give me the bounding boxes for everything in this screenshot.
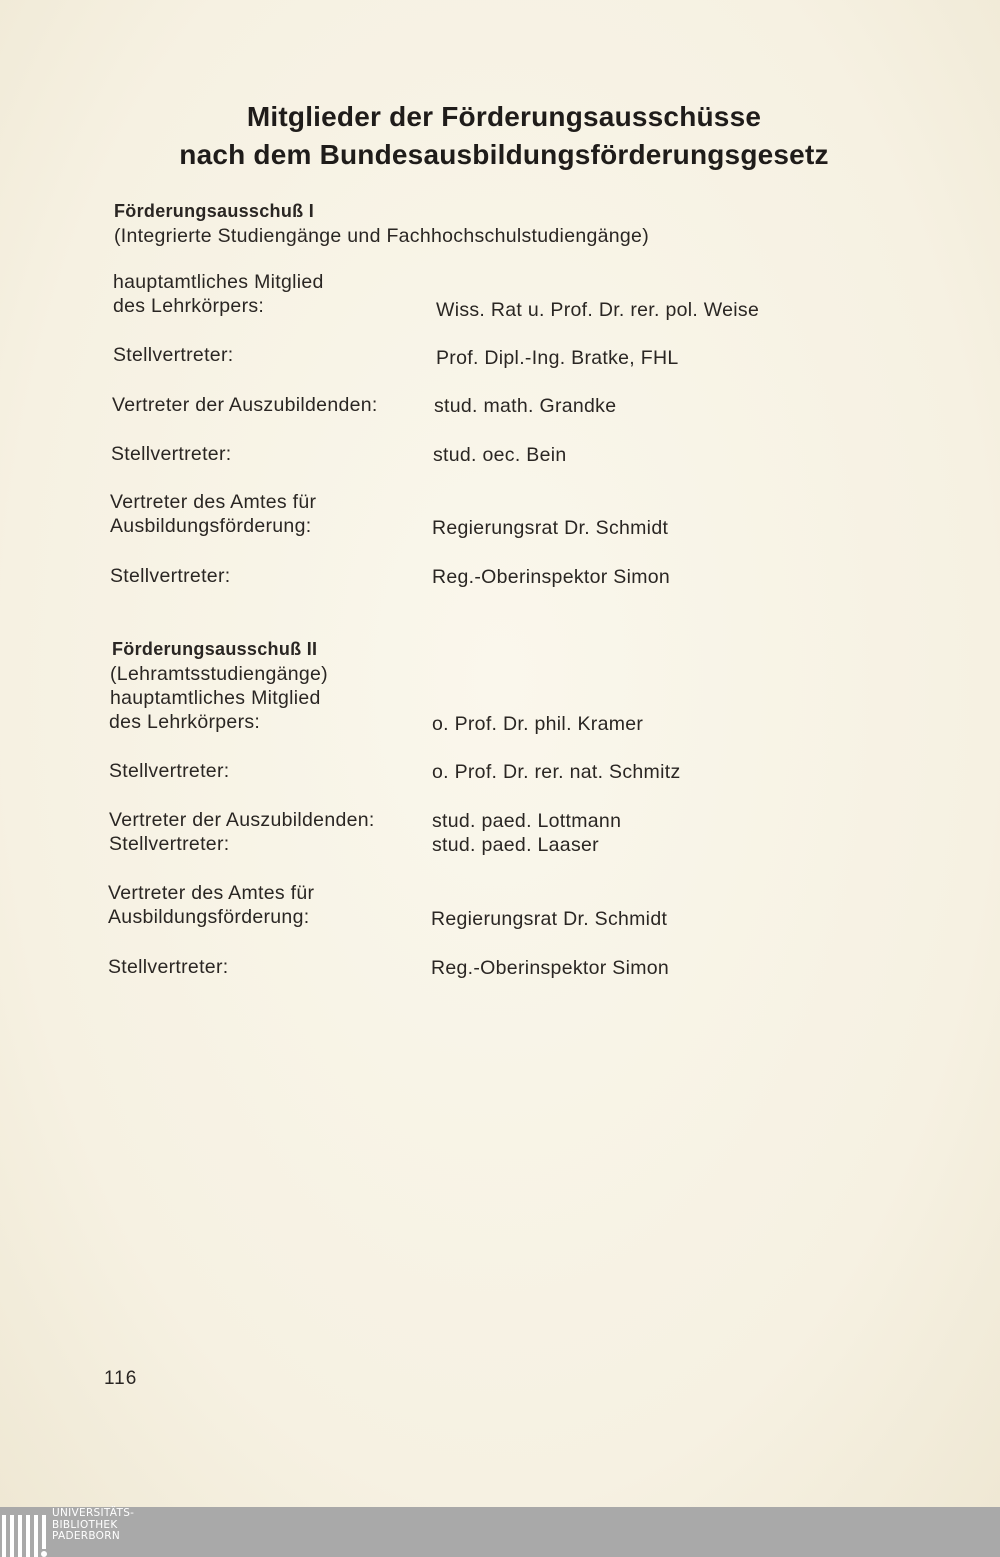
- page-title-line-1: Mitglieder der Förderungsausschüsse: [246, 101, 762, 132]
- section-1-row-5-label-line-2: Ausbildungsförderung:: [110, 515, 312, 537]
- page-title-line-2: nach dem Bundesausbildungsförderungsgesetz: [179, 139, 829, 170]
- section-1-row-3-label: Vertreter der Auszubildenden:: [112, 394, 378, 416]
- section-2-row-4-label: Stellvertreter:: [109, 833, 230, 855]
- section-2-row-1-label-line-2: des Lehrkörpers:: [109, 711, 261, 733]
- section-2-row-2-label: Stellvertreter:: [109, 760, 230, 782]
- section-1-row-2-label: Stellvertreter:: [113, 344, 234, 366]
- section-2-row-5-label-line-1: Vertreter des Amtes für: [108, 882, 315, 904]
- section-2-row-6-value: Reg.-Oberinspektor Simon: [431, 957, 670, 979]
- section-2-row-3-value: stud. paed. Lottmann: [432, 810, 622, 832]
- section-2-row-5-label-line-2: Ausbildungsförderung:: [108, 906, 310, 928]
- section-1-subtitle: (Integrierte Studiengänge und Fachhochschulstudiengänge): [114, 225, 649, 247]
- section-2-row-1-value: o. Prof. Dr. phil. Kramer: [432, 713, 644, 735]
- section-1-row-2-value: Prof. Dipl.-Ing. Bratke, FHL: [436, 347, 679, 369]
- section-1-row-3-value: stud. math. Grandke: [434, 395, 617, 417]
- library-name-line-1: UNIVERSITÄTS-: [52, 1507, 135, 1519]
- section-2-row-1-label-line-1: hauptamtliches Mitglied: [110, 687, 321, 709]
- library-name-line-2: BIBLIOTHEK: [52, 1518, 118, 1531]
- section-1-row-1-label-line-2: des Lehrkörpers:: [113, 295, 265, 317]
- section-1-row-5-value: Regierungsrat Dr. Schmidt: [432, 517, 669, 539]
- section-2-row-5-value: Regierungsrat Dr. Schmidt: [431, 908, 668, 930]
- library-footer-band: [0, 1507, 1000, 1557]
- section-1-row-1-value: Wiss. Rat u. Prof. Dr. rer. pol. Weise: [436, 299, 760, 321]
- section-1-row-4-label: Stellvertreter:: [111, 443, 232, 465]
- section-1-row-1-label-line-1: hauptamtliches Mitglied: [113, 271, 324, 293]
- section-1-row-6-value: Reg.-Oberinspektor Simon: [432, 566, 671, 588]
- section-2-heading: Förderungsausschuß II: [112, 639, 318, 659]
- section-1-heading: Förderungsausschuß I: [114, 201, 315, 221]
- section-2-row-4-value: stud. paed. Laaser: [432, 834, 599, 856]
- section-2-row-3-label: Vertreter der Auszubildenden:: [109, 809, 375, 831]
- section-2-row-2-value: o. Prof. Dr. rer. nat. Schmitz: [432, 761, 681, 783]
- section-2-subtitle: (Lehramtsstudiengänge): [110, 663, 328, 685]
- library-logo-text: [52, 1508, 134, 1543]
- library-name-line-3: PADERBORN: [52, 1530, 120, 1542]
- section-2-row-6-label: Stellvertreter:: [108, 956, 229, 978]
- section-1-row-6-label: Stellvertreter:: [110, 565, 231, 587]
- section-1-row-5-label-line-1: Vertreter des Amtes für: [110, 491, 317, 513]
- page-number: 116: [104, 1368, 138, 1389]
- section-1-row-4-value: stud. oec. Bein: [433, 444, 567, 466]
- library-logo-icon: [2, 1515, 48, 1557]
